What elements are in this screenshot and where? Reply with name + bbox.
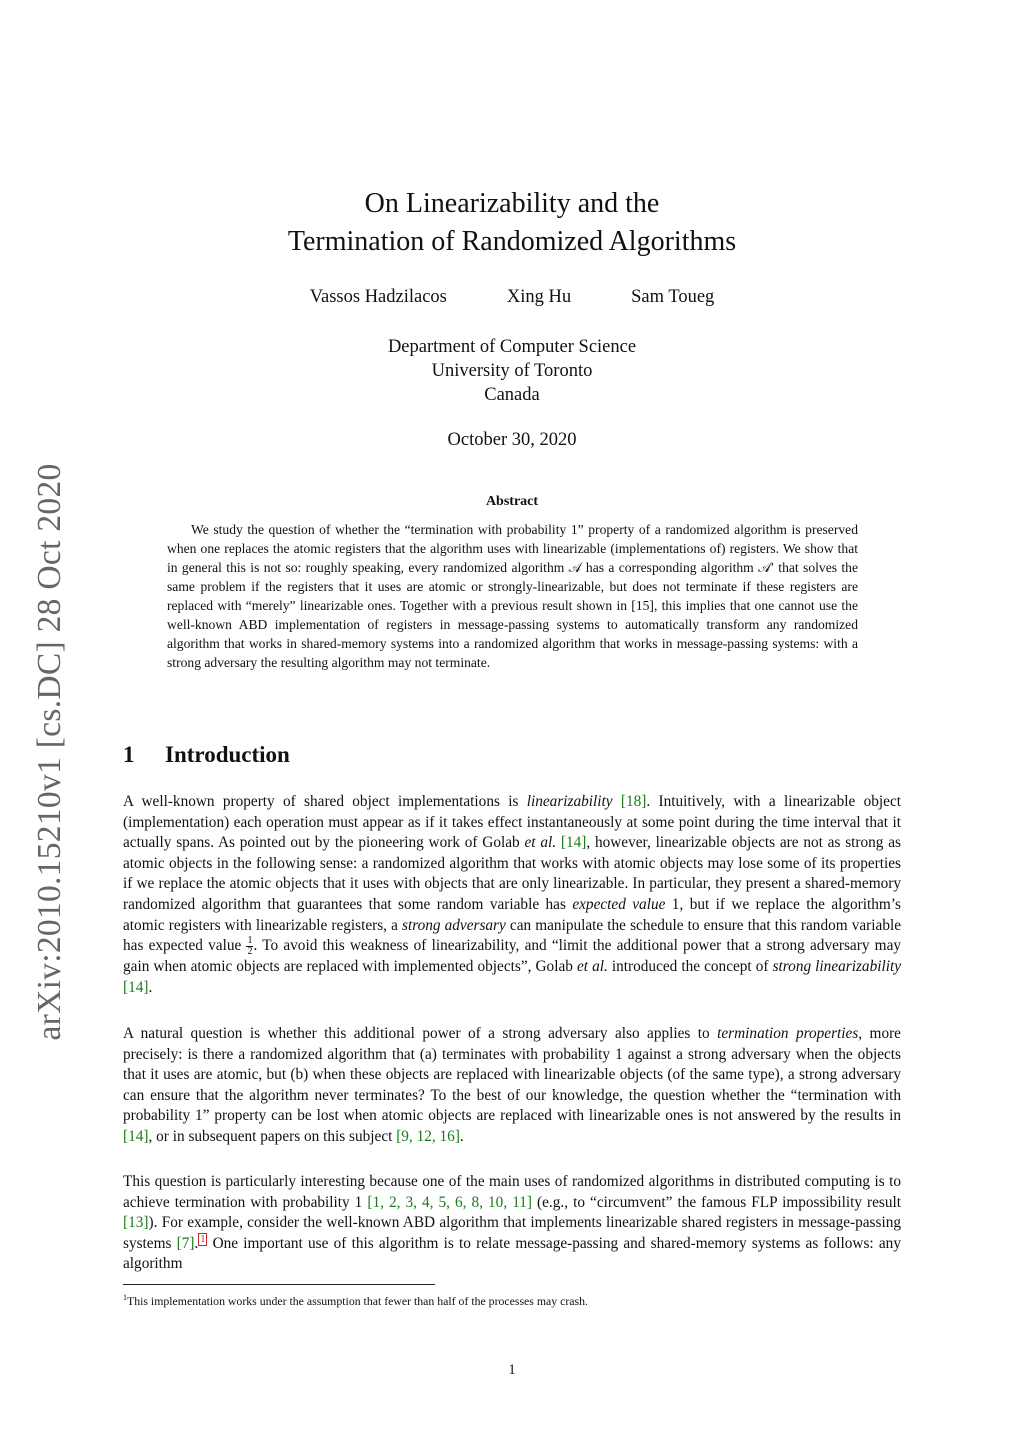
arxiv-sidebar [28, 452, 72, 1052]
section-heading [123, 742, 290, 768]
footnote-rule [123, 1284, 435, 1285]
citation-link[interactable]: [1, 2, 3, 4, 5, 6, 8, 10, 11] [367, 1193, 533, 1211]
footnote-link[interactable]: 1 [200, 1233, 206, 1245]
citation-link[interactable]: [14] [560, 834, 587, 852]
author-name: Vassos Hadzilacos [309, 287, 447, 307]
citation-link[interactable]: [13] [123, 1214, 149, 1232]
intro-paragraph-3: This question is particularly interesting because one of the main uses of randomized algorithms in distributed computing is to achieve termination with probability 1 [1, 2, 3, 4, 5, 6, 8, 10, 11] (e.g., to “circumvent” the famous FLP impossibility result [13]). For example, consider the well-known ABD algorithm that implements linearizable shared registers in message-passing systems [7]. $^1$ One important use of this algorithm is to relate message-passing and shared-memory systems as follows: any algorithm [123, 1173, 901, 1273]
section-number: 1 [123, 742, 135, 767]
section-title: Introduction [165, 742, 290, 767]
title-line-2: Termination of Randomized Algorithms [287, 226, 737, 257]
author-list [0, 287, 1024, 308]
citation-link[interactable]: [18] [620, 793, 647, 810]
title-line-1: On Linearizability and the [364, 188, 660, 219]
citation-link[interactable]: [14] [123, 1127, 149, 1145]
intro-paragraph-1: A well-known property of shared object implementations is linearizability [18]. Intuitively, with a linearizable object (implementation) each operation must appear as if it takes effect instantaneously at some point during the time interval that it actually spans. As pointed out by the pioneering work of Golab et al. [14], however, linearizable objects are not as strong as atomic objects in the following sense: a randomized algorithm that works with atomic objects may lose some of its properties if we replace the atomic objects that it uses with objects that are only linearizable. In particular, they present a shared-memory randomized algorithm that guarantees that some random variable has expected value 1, but if we replace the algorithm’s atomic registers with linearizable registers, a strong adversary can manipulate the schedule to ensure that this random variable has expected value $\frac{1}{2}$ . To avoid this weakness of linearizability, and “limit the additional power that a strong adversary may gain when atomic objects are replaced with implemented objects”, Golab et al. introduced the concept of strong linearizability [14]. [123, 793, 902, 996]
affiliation-dept: Department of Computer Science [387, 337, 637, 357]
author-name: Sam Toueg [631, 287, 715, 307]
fraction-one-half: $\frac{1}{2}$ [247, 935, 253, 958]
footnote-text: This implementation works under the assumption that fewer than half of the processes may crash. [127, 1293, 588, 1308]
citation-link[interactable]: [9, 12, 16] [396, 1127, 460, 1145]
abstract-text: We study the question of whether the “termination with probability 1” property of a randomized algorithm is preserved when one replaces the atomic registers that the algorithm uses with linearizable (implementations of) registers. We show that in general this is not so: roughly speaking, every randomized algorithm 𝒜 has a corresponding algorithm 𝒜′ that solves the same problem if the registers that it uses are atomic or strongly-linearizable, but does not terminate if these registers are replaced with “merely” linearizable ones. Together with a previous result shown in [15], this implies that one cannot use the well-known ABD implementation of registers in message-passing systems to automatically transform any randomized algorithm that works in shared-memory systems into a randomized algorithm that works in message-passing systems: with a strong adversary the resulting algorithm may not terminate. [167, 522, 858, 670]
author-name: Xing Hu [506, 287, 572, 307]
intro-paragraph-2: A natural question is whether this additional power of a strong adversary also applies to termination properties, more precisely: is there a randomized algorithm that (a) terminates with probability 1 against a strong adversary when the objects that it uses are atomic, but (b) when these objects are replaced with linearizable objects (of the same type), a strong adversary can ensure that the algorithm never terminates? To the best of our knowledge, the question whether the “termination with probability 1” property can be lost when atomic objects are replaced with linearizable ones is not answered by the results in [14], or in subsequent papers on this subject [9, 12, 16]. [123, 1025, 901, 1145]
paper-date: October 30, 2020 [447, 430, 577, 450]
affiliation-country: Canada [484, 385, 540, 405]
arxiv-id: arXiv:2010.15210v1 [cs.DC] 28 Oct 2020 [31, 463, 68, 1041]
affiliation-univ: University of Toronto [431, 361, 593, 381]
citation-link[interactable]: [14] [123, 978, 149, 996]
page-number: 1 [508, 1362, 516, 1378]
footnote [123, 1290, 901, 1309]
abstract-heading: Abstract [485, 494, 539, 509]
footnote-mark: 1 [123, 1293, 127, 1302]
citation-link[interactable]: [7] [176, 1234, 195, 1252]
